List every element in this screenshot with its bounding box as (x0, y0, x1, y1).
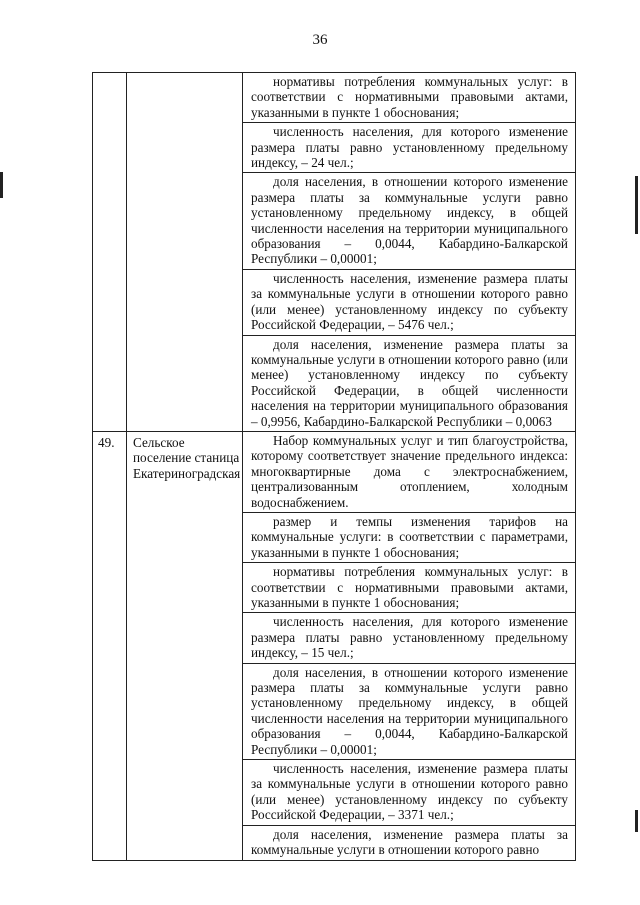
rationale-paragraph: доля населения, изменение размера платы за коммунальные услуги в отношении которого равно (251, 826, 568, 858)
rationale-cell (243, 431, 576, 860)
settlement-name: Сельское поселение станица Екатериноградская (133, 434, 241, 481)
row-number: 49. (98, 434, 115, 450)
rationale-paragraph: численность населения, изменение размера платы за коммунальные услуги в отношении которого равно (или менее) установленному индексу по субъекту Российской Федерации, – 3371 чел.; (243, 760, 575, 826)
rationale-paragraph: нормативы потребления коммунальных услуг: в соответствии с нормативными правовыми актами, указанными в пункте 1 обоснования; (243, 73, 575, 123)
row-number-cell (93, 73, 127, 432)
row-number-cell (93, 431, 127, 860)
rationale-paragraph: численность населения, изменение размера платы за коммунальные услуги в отношении которого равно (или менее) установленному индексу по субъекту Российской Федерации, – 5476 чел.; (243, 270, 575, 336)
rationale-paragraph: доля населения, в отношении которого изменение размера платы за коммунальные услуги равно установленному предельному индексу, в общей численности населения на территории муниципального образования – 0,0044, Кабардино-Балкарской Республики – 0,00001; (243, 173, 575, 269)
scan-margin-mark-right-lower (635, 810, 638, 832)
settlement-name-cell (127, 73, 243, 432)
rationale-paragraph: доля населения, в отношении которого изменение размера платы за коммунальные услуги равно установленному предельному индексу, в общей численности населения на территории муниципального образования – 0,0044, Кабардино-Балкарской Республики – 0,00001; (243, 664, 575, 760)
rationale-paragraph: Набор коммунальных услуг и тип благоустройства, которому соответствует значение предельного индекса: многоквартирные дома с электроснабжением, централизованным отоплением, холодным водоснабжением. (243, 432, 575, 513)
settlement-name-cell (127, 431, 243, 860)
rationale-paragraph: доля населения, изменение размера платы за коммунальные услуги в отношении которого равно (или менее) установленному индексу по субъекту Российской Федерации, в общей численности населения на территории муниципального образования – 0,9956, Кабардино-Балкарской Республики – 0,0063 (251, 336, 568, 429)
rationale-cell (243, 73, 576, 432)
row-number (93, 73, 126, 76)
rationale-paragraph: численность населения, для которого изменение размера платы равно установленному предельному индексу, – 15 чел.; (243, 613, 575, 663)
table-row-continuation (93, 73, 576, 432)
rationale-paragraph: размер и темпы изменения тарифов на коммунальные услуги: в соответствии с параметрами, указанными в пункте 1 обоснования; (243, 513, 575, 563)
scan-margin-mark-right (635, 176, 638, 234)
scan-margin-mark-left (0, 172, 3, 198)
page-number: 36 (312, 32, 328, 48)
table-row-49 (93, 431, 576, 860)
document-table (92, 72, 576, 861)
settlement-name (127, 73, 242, 76)
rationale-paragraph: численность населения, для которого изменение размера платы равно установленному предельному индексу, – 24 чел.; (243, 123, 575, 173)
rationale-paragraph: нормативы потребления коммунальных услуг: в соответствии с нормативными правовыми актами, указанными в пункте 1 обоснования; (243, 563, 575, 613)
